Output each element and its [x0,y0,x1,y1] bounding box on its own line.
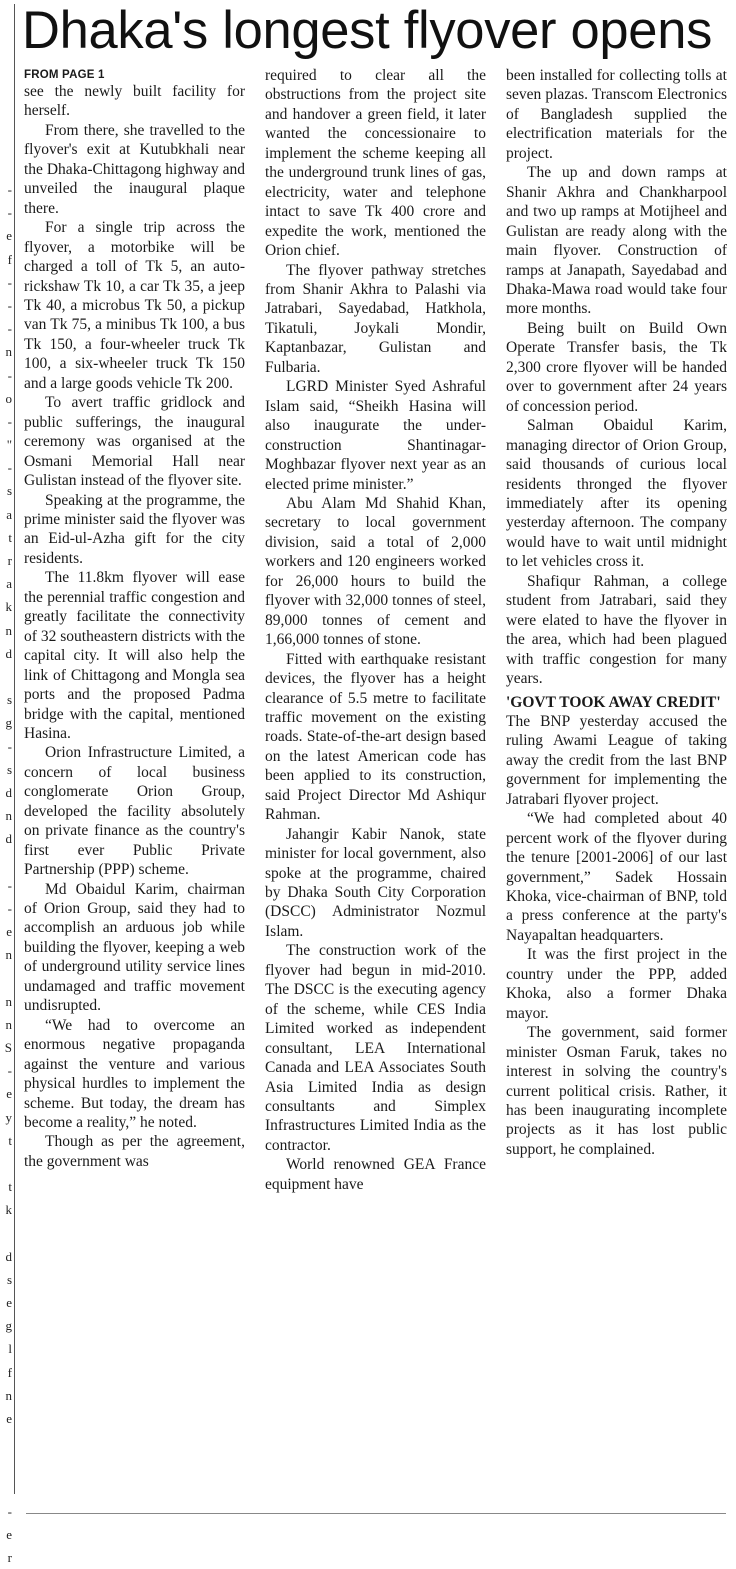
fragment-char: f [7,1364,12,1380]
bottom-rule [26,1513,726,1514]
fragment-char: t [8,529,12,545]
paragraph: The BNP yesterday accused the ruling Awami League of taking away the credit from the last BNP government for implementing the Jatrabari flyover project. [506,712,727,808]
fragment-char: e [6,1086,12,1102]
fragment-char: n [5,1387,12,1403]
column-1 [24,66,245,1511]
fragment-char: - [7,1503,12,1519]
fragment-char: - [7,460,12,476]
fragment-char: - [7,205,12,221]
paragraph: see the newly built facility for herself. [24,83,245,120]
fragment-char: - [7,877,12,893]
fragment-char: d [5,831,12,847]
column-rule-left [14,4,15,1494]
fragment-char: s [6,692,12,708]
paragraph: The flyover pathway stretches from Shanir Akhra to Palashi via Jatrabari, Sayedabad, Hatkhola, Tikatuli, Joykali Mondir, Kaptanbazar, Gulistan and Fulbaria. [265,261,486,376]
paragraph: The construction work of the flyover had begun in mid-2010. The DSCC is the executing agency of the scheme, while CES India Limited worked as independent consultant, LEA International Canada and LEA Associates South Asia Limited India as design consultants and Simplex Infrastructures Limited India as the contractor. [265,942,486,1154]
paragraph: Speaking at the programme, the prime minister said the flyover was an Eid-ul-Azha gift for the city residents. [24,491,245,567]
fragment-char: e [6,1410,12,1426]
fragment-char: n [5,808,12,824]
fragment-char: l [8,1341,12,1357]
paragraph: To avert traffic gridlock and public sufferings, the inaugural ceremony was organised at the Osmani Memorial Hall near Gulistan instead of the flyover site. [24,394,245,490]
paragraph: Md Obaidul Karim, chairman of Orion Group, said they had to accomplish an arduous job while building the flyover, keeping a web of underground utility service lines undamaged and traffic movement undisrupted. [24,880,245,1015]
fragment-char: - [7,182,12,197]
paragraph: been installed for collecting tolls at seven plazas. Transcom Electronics of Bangladesh supplied the electrification materials for the project. [506,67,727,162]
fragment-char: n [5,1016,12,1032]
fragment-char [0,665,12,688]
fragment-char: - [7,1063,12,1079]
fragment-char: s [6,761,12,777]
fragment-char: " [6,437,12,453]
fragment-char: g [5,715,12,731]
fragment-char: y [5,1109,12,1125]
fragment-char: - [7,321,12,337]
fragment-char: a [6,506,12,522]
fragment-char: - [7,297,12,313]
paragraph: “We had to overcome an enormous negative propaganda against the venture and various physical hurdles to implement the scheme. But today, the dream has become a reality,” he noted. [24,1016,245,1132]
fragment-char: n [5,947,12,963]
paragraph: Though as per the agreement, the government was [24,1133,245,1170]
paragraph: For a single trip across the flyover, a motorbike will be charged a toll of Tk 5, an auto-rickshaw Tk 10, a car Tk 35, a jeep Tk 40, a microbus Tk 50, a pickup van Tk 75, a minibus Tk 100, a bus Tk 150, a four-wheeler truck Tk 100, a six-wheeler truck Tk 150 and a large goods vehicle Tk 200. [24,219,245,392]
fragment-char: S [4,1039,12,1055]
fragment-char: a [6,576,12,592]
paragraph: The government, said former minister Osman Faruk, takes no interest in solving the country's current political crisis. Rather, it has been inaugurating incomplete projects as it has lost public support, he complained. [506,1024,727,1158]
fragment-char: e [6,1295,12,1310]
fragment-char [0,1152,12,1175]
fragment-char: o [5,390,12,406]
fragment-char: d [5,645,12,661]
kicker: FROM PAGE 1 [24,69,105,81]
fragment-char [0,1430,12,1453]
fragment-char: - [7,900,12,916]
paragraph: From there, she travelled to the flyover's exit at Kutubkhali near the Dhaka-Chittagong highway and unveiled the inaugural plaque there. [24,121,245,217]
fragment-char: - [7,738,12,754]
paragraph: Being built on Build Own Operate Transfer basis, the Tk 2,300 crore flyover will be handed over to government after 24 years of concession period. [506,319,727,415]
adjacent-column-fragments [0,178,12,1569]
fragment-char: r [7,1550,12,1566]
fragment-char: g [5,1318,12,1334]
fragment-char: f [7,251,12,267]
fragment-char: e [6,924,12,939]
subheading: 'GOVT TOOK AWAY CREDIT' [506,693,721,711]
fragment-char: n [5,993,12,1009]
fragment-char [0,1477,12,1500]
fragment-char: - [7,274,12,290]
paragraph: “We had completed about 40 percent work of the flyover during the tenure [2001-2006] of our last government,” Sadek Hossain Khoka, vice-chairman of BNP, told a press conference at the party's Nayapaltan headquarters. [506,810,727,944]
fragment-char: e [6,1526,12,1542]
column-2 [265,66,486,1511]
paragraph: Salman Obaidul Karim, managing director of Orion Group, said thousands of curious local residents thronged the flyover immediately after its opening yesterday afternoon. The company would have to wait until midnight to let vehicles cross it. [506,417,727,571]
fragment-char: e [6,228,12,244]
headline: Dhaka's longest flyover opens [22,1,713,60]
fragment-char [0,850,12,873]
fragment-char [0,966,12,989]
paragraph: Shafiqur Rahman, a college student from Jatrabari, said they were elated to have the flyover in the area, which had been plagued with traffic congestion for many years. [506,572,727,688]
fragment-char [0,1453,12,1476]
fragment-char [0,1221,12,1244]
fragment-char: r [7,553,12,568]
fragment-char: n [5,344,12,360]
fragment-char: d [5,784,12,800]
fragment-char: t [8,1179,12,1195]
fragment-char: - [7,367,12,383]
paragraph: Abu Alam Md Shahid Khan, secretary to local government division, said a total of 2,000 workers and 120 engineers worked for 26,000 hours to build the flyover with 32,000 tonnes of steel, 89,000 tonnes of cement and 1,66,000 tonnes of stone. [265,494,486,649]
fragment-char: s [6,1271,12,1287]
fragment-char: n [5,622,12,638]
fragment-char: s [6,483,12,499]
paragraph: It was the first project in the country under the PPP, added Khoka, also a former Dhaka mayor. [506,946,727,1022]
fragment-char: t [8,1132,12,1148]
fragment-char: k [5,1202,12,1218]
paragraph: Fitted with earthquake resistant devices, the flyover has a height clearance of 5.5 metre to facilitate traffic movement on the existing roads. State-of-the-art design based on the latest American code has been applied to its construction, said Project Director Md Ashiqur Rahman. [265,650,486,824]
fragment-char: - [7,413,12,429]
fragment-char: d [5,1248,12,1264]
paragraph: World renowned GEA France equipment have [265,1156,486,1193]
paragraph: Jahangir Kabir Nanok, state minister for local government, also spoke at the programme, chaired by Dhaka South City Corporation (DSCC) Administrator Nozmul Islam. [265,825,486,940]
paragraph: LGRD Minister Syed Ashraful Islam said, “Sheikh Hasina will also inaugurate the under-construction Shantinagar-Moghbazar flyover next year as an elected prime minister.” [265,378,486,493]
paragraph: Orion Infrastructure Limited, a concern of local business conglomerate Orion Group, developed the facility absolutely on private finance as the country's first ever Public Private Partnership (PPP) scheme. [24,744,245,879]
column-3 [506,66,727,1511]
fragment-char: k [5,599,12,615]
paragraph: required to clear all the obstructions from the project site and handover a green field, it later wanted the concessionaire to implement the scheme keeping all the underground trunk lines of gas, electricity, water and telephone intact to save Tk 400 crore and expedite the work, mentioned the Orion chief. [265,67,486,260]
paragraph: The 11.8km flyover will ease the perennial traffic congestion and greatly facilitate the connectivity of 32 southeastern districts with the capital city. It will also help the link of Chittagong and Mongla sea ports and the proposed Padma bridge with the capital, mentioned Hasina. [24,569,245,742]
paragraph: The up and down ramps at Shanir Akhra and Chankharpool and two up ramps at Motijheel and Gulistan are ready along with the main flyover. Construction of ramps at Janapath, Sayedabad and Dhaka-Mawa road would take four more months. [506,164,727,318]
